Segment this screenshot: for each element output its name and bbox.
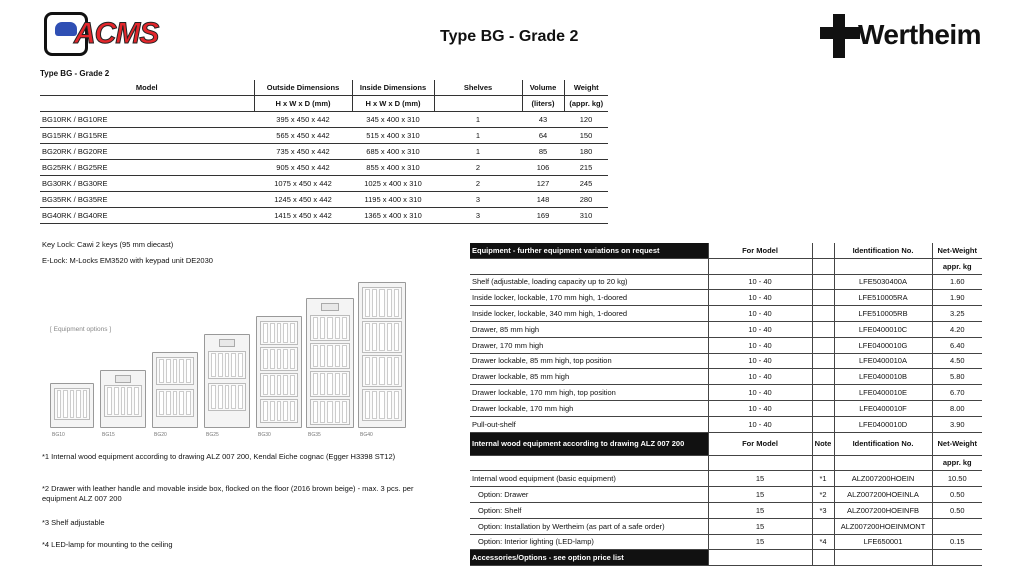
acms-logo-text: ACMS [74,17,159,50]
table-cell: Option: Drawer [470,487,708,503]
table-cell: 43 [522,112,564,128]
col-net-weight: Net-Weight [932,432,982,455]
subheader-cell: H x W x D (mm) [254,96,352,112]
empty-cell [812,243,834,258]
empty-cell [708,550,812,566]
key-lock-note: Key Lock: Cawi 2 keys (95 mm diecast) [42,240,174,249]
table-cell: 685 x 400 x 310 [352,144,434,160]
table-cell: 5.80 [932,369,982,385]
table-cell: LFE0400010C [834,321,932,337]
safe-bg25-icon [204,334,250,428]
footnote-4: *4 LED-lamp for mounting to the ceiling [42,540,173,549]
table-row [40,160,608,176]
table-cell: 245 [564,176,608,192]
table-row [470,385,982,401]
models-table-caption: Type BG - Grade 2 [40,69,110,78]
table-cell [932,518,982,534]
table-cell: 3 [434,192,522,208]
table-cell: Option: Interior lighting (LED-lamp) [470,534,708,550]
table-row [470,487,982,503]
table-cell: Drawer, 85 mm high [470,321,708,337]
subheader-cell: H x W x D (mm) [352,96,434,112]
table-row [470,353,982,369]
col-net-weight: Net-Weight [932,243,982,258]
table-row [40,192,608,208]
table-cell: 10 - 40 [708,290,812,306]
table-cell: 0.50 [932,502,982,518]
table-cell: 2 [434,160,522,176]
table-cell: 10 - 40 [708,416,812,432]
table-cell: Option: Installation by Wertheim (as part of a safe order) [470,518,708,534]
col-volume: Volume [522,80,564,96]
table-cell: *4 [812,534,834,550]
table-cell: LFE0400010G [834,337,932,353]
table-cell: Inside locker, lockable, 340 mm high, 1-doored [470,306,708,322]
table-cell: ALZ007200HOEIN [834,471,932,487]
table-cell: Drawer lockable, 85 mm high, top position [470,353,708,369]
table-row [40,144,608,160]
safe-label: BG20 [154,432,167,438]
table-cell: 106 [522,160,564,176]
empty-cell [834,455,932,471]
safe-bg40-icon [358,282,406,428]
table-cell: LFE650001 [834,534,932,550]
table-cell: BG25RK / BG25RE [40,160,254,176]
table-cell: BG40RK / BG40RE [40,208,254,224]
empty-cell [812,321,834,337]
table-cell: 127 [522,176,564,192]
table-row [40,128,608,144]
table-cell: BG15RK / BG15RE [40,128,254,144]
table-cell: 10 - 40 [708,306,812,322]
table-cell: 10 - 40 [708,400,812,416]
table-cell: 6.40 [932,337,982,353]
table-cell: 1415 x 450 x 442 [254,208,352,224]
table-cell: 515 x 400 x 310 [352,128,434,144]
footnote-1: *1 Internal wood equipment according to drawing ALZ 007 200, Kendal Eiche cognac (Egger H3398 ST12) [42,452,396,461]
empty-cell [708,258,812,274]
accessories-footer [470,550,982,566]
empty-cell [932,550,982,566]
table-cell: 10 - 40 [708,274,812,290]
section-title: Internal wood equipment according to drawing ALZ 007 200 [470,432,708,455]
table-cell: LFE0400010E [834,385,932,401]
table-row [40,176,608,192]
table-row [470,321,982,337]
table-row [470,416,982,432]
table-row [470,369,982,385]
accessories-note: Accessories/Options - see option price list [470,550,708,566]
wertheim-logo-text: Wertheim [858,19,982,50]
table-cell: ALZ007200HOEINMONT [834,518,932,534]
table-cell: 345 x 400 x 310 [352,112,434,128]
table-cell: 2 [434,176,522,192]
empty-cell [812,550,834,566]
table-cell: LFE5030400A [834,274,932,290]
table-cell: 1 [434,128,522,144]
col-for-model: For Model [708,243,812,258]
table-cell: 3.90 [932,416,982,432]
col-outside-dimensions: Outside Dimensions [254,80,352,96]
table-cell: 10 - 40 [708,337,812,353]
empty-cell [812,369,834,385]
equipment-options-label: [ Equipment options ] [50,326,112,333]
empty-cell [834,550,932,566]
wood-subheader [470,455,982,471]
table-cell [812,518,834,534]
table-row [470,400,982,416]
empty-cell [812,416,834,432]
col-identification: Identification No. [834,243,932,258]
safe-label: BG35 [308,432,321,438]
table-cell: Option: Shelf [470,502,708,518]
table-cell: 905 x 450 x 442 [254,160,352,176]
table-cell: 180 [564,144,608,160]
page-title: Type BG - Grade 2 [440,28,579,45]
table-row [40,112,608,128]
empty-cell [812,455,834,471]
safe-label: BG30 [258,432,271,438]
table-row [470,274,982,290]
table-cell: 6.70 [932,385,982,401]
table-cell: 10.50 [932,471,982,487]
table-cell: 15 [708,487,812,503]
empty-cell [812,337,834,353]
wood-section-header [470,432,982,455]
table-cell: *3 [812,502,834,518]
col-inside-dimensions: Inside Dimensions [352,80,434,96]
table-cell: 1 [434,112,522,128]
table-cell: ALZ007200HOEINFB [834,502,932,518]
equipment-subheader [470,258,982,274]
sub-weight: appr. kg [932,258,982,274]
table-cell: 3 [434,208,522,224]
subheader-cell: (liters) [522,96,564,112]
e-lock-note: E-Lock: M-Locks EM3520 with keypad unit DE2030 [42,256,213,265]
table-cell: LFE0400010B [834,369,932,385]
table-cell: 10 - 40 [708,369,812,385]
col-note: Note [812,432,834,455]
section-title: Equipment - further equipment variations on request [470,243,708,258]
safe-bg35-icon [306,298,354,428]
table-cell: BG35RK / BG35RE [40,192,254,208]
table-cell: BG10RK / BG10RE [40,112,254,128]
safe-bg15-icon [100,370,146,428]
safe-label: BG15 [102,432,115,438]
table-cell: 10 - 40 [708,321,812,337]
safes-illustration [48,282,408,428]
table-cell: 0.15 [932,534,982,550]
table-cell: LFE0400010F [834,400,932,416]
table-row [470,337,982,353]
table-cell: 1 [434,144,522,160]
table-cell: Shelf (adjustable, loading capacity up to 20 kg) [470,274,708,290]
table-cell: BG30RK / BG30RE [40,176,254,192]
table-cell: 1.90 [932,290,982,306]
equipment-section-header [470,243,982,258]
table-cell: 395 x 450 x 442 [254,112,352,128]
col-identification: Identification No. [834,432,932,455]
table-cell: 4.50 [932,353,982,369]
empty-cell [812,400,834,416]
table-cell: LFE510005RA [834,290,932,306]
sub-weight: appr. kg [932,455,982,471]
table-cell: *1 [812,471,834,487]
table-cell: Drawer, 170 mm high [470,337,708,353]
table-cell: 0.50 [932,487,982,503]
table-cell: LFE0400010A [834,353,932,369]
table-cell: 148 [522,192,564,208]
models-table-subheader [40,96,608,112]
table-cell: ALZ007200HOEINLA [834,487,932,503]
table-cell: 15 [708,471,812,487]
table-cell: 150 [564,128,608,144]
safe-bg10-icon [50,383,94,428]
table-cell: 1.60 [932,274,982,290]
col-shelves: Shelves [434,80,522,96]
table-cell: 10 - 40 [708,385,812,401]
table-cell: 280 [564,192,608,208]
table-cell: 1365 x 400 x 310 [352,208,434,224]
table-cell: 64 [522,128,564,144]
models-table-header [40,80,608,96]
table-cell: 565 x 450 x 442 [254,128,352,144]
safe-bg20-icon [152,352,198,428]
table-cell: 1195 x 400 x 310 [352,192,434,208]
table-cell: 169 [522,208,564,224]
table-cell: Internal wood equipment (basic equipment) [470,471,708,487]
empty-cell [812,258,834,274]
table-row [470,534,982,550]
table-cell: 8.00 [932,400,982,416]
table-cell: LFE510005RB [834,306,932,322]
table-cell: 10 - 40 [708,353,812,369]
table-cell: Inside locker, lockable, 170 mm high, 1-doored [470,290,708,306]
table-cell: 85 [522,144,564,160]
col-weight: Weight [564,80,608,96]
empty-cell [812,306,834,322]
table-cell: 15 [708,502,812,518]
table-cell: 4.20 [932,321,982,337]
table-cell: *2 [812,487,834,503]
col-model: Model [40,80,254,96]
subheader-cell [40,96,254,112]
empty-cell [470,455,708,471]
table-cell: 1025 x 400 x 310 [352,176,434,192]
table-cell: LFE0400010D [834,416,932,432]
safe-label: BG40 [360,432,373,438]
empty-cell [812,385,834,401]
table-row [470,290,982,306]
table-cell: Pull-out-shelf [470,416,708,432]
subheader-cell [434,96,522,112]
empty-cell [812,353,834,369]
table-cell: 15 [708,518,812,534]
table-row [470,471,982,487]
table-cell: 215 [564,160,608,176]
empty-cell [834,258,932,274]
table-cell: 15 [708,534,812,550]
empty-cell [812,274,834,290]
table-row [470,502,982,518]
table-cell: 1075 x 450 x 442 [254,176,352,192]
safe-bg30-icon [256,316,302,428]
table-row [470,518,982,534]
empty-cell [812,290,834,306]
table-cell: Drawer lockable, 170 mm high, top position [470,385,708,401]
table-cell: 310 [564,208,608,224]
acms-logo [44,12,189,60]
footnote-2: *2 Drawer with leather handle and movable inside box, flocked on the floor (2016 brown beige) - max. 3 pcs. per equipment ALZ 007 200 [42,484,414,503]
table-cell: 735 x 450 x 442 [254,144,352,160]
safe-label: BG10 [52,432,65,438]
models-table [40,80,608,224]
subheader-cell: (appr. kg) [564,96,608,112]
table-cell: Drawer lockable, 170 mm high [470,400,708,416]
wertheim-logo [820,12,990,62]
table-cell: 120 [564,112,608,128]
table-cell: 1245 x 450 x 442 [254,192,352,208]
safe-label: BG25 [206,432,219,438]
footnote-3: *3 Shelf adjustable [42,518,105,527]
table-row [470,306,982,322]
table-cell: Drawer lockable, 85 mm high [470,369,708,385]
equipment-table [470,243,982,566]
table-cell: 3.25 [932,306,982,322]
table-cell: 855 x 400 x 310 [352,160,434,176]
col-for-model: For Model [708,432,812,455]
table-row [40,208,608,224]
empty-cell [708,455,812,471]
empty-cell [470,258,708,274]
table-cell: BG20RK / BG20RE [40,144,254,160]
